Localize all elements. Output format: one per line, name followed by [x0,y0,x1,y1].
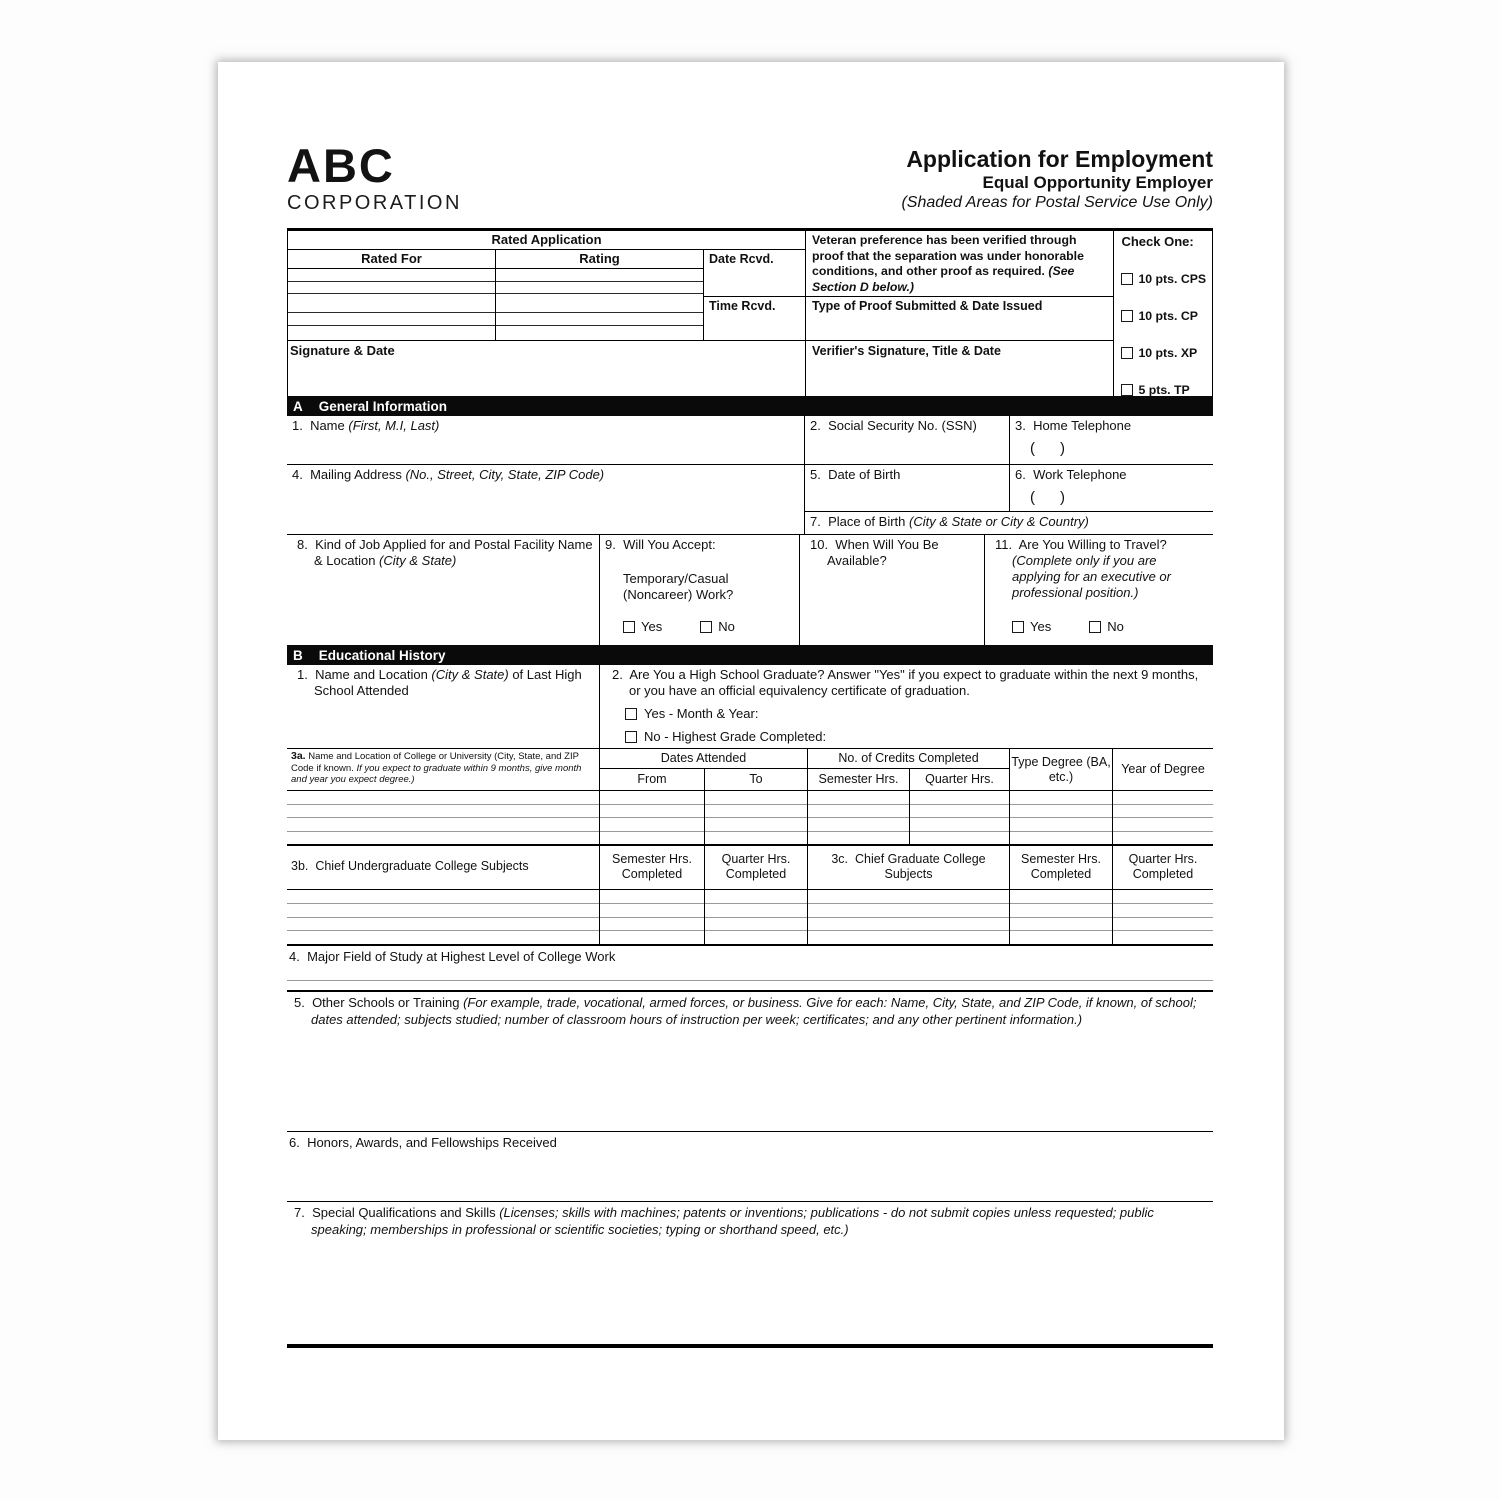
semester-hrs-header: Semester Hrs. [808,769,910,790]
to-column[interactable] [705,791,808,844]
high-school-label-2: of Last High School Attended [314,667,582,698]
received-column [704,250,805,340]
company-subname: CORPORATION [287,192,462,214]
checkbox-grad-no[interactable] [625,731,637,743]
credits-group [808,749,1010,790]
place-of-birth-field[interactable] [805,512,1213,534]
special-qualifications-hint: (Licenses; skills with machines; patents or inventions; publications - do not submit copies unless requested; public speaking; memberships in professional or scientific societies; typing or shorthand speed, etc.) [311,1205,1154,1237]
write-line[interactable] [287,980,1213,981]
name-field[interactable] [287,416,805,464]
hs-graduate-question: 2. Are You a High School Graduate? Answer "Yes" if you expect to graduate within the next 9 months, or you have an official equivalency certificate of graduation. [612,667,1199,698]
form-note: (Shaded Areas for Postal Service Use Only) [901,194,1213,211]
form-header [287,62,1213,228]
write-line[interactable] [496,294,703,313]
travel-no-option [1089,619,1124,635]
option-10pts-cp [1121,309,1212,323]
college-name-desc-note: If you expect to graduate within 9 months, give month and year you expect degree.) [291,762,582,785]
signature-date-cell[interactable]: Signature & Date [288,340,805,396]
section-a-row-1 [287,416,1213,465]
subjects-table-rows [287,890,1213,944]
special-qualifications-item[interactable] [287,1202,1213,1348]
high-school-field[interactable] [287,665,600,748]
section-a-row-2-right [805,465,1213,534]
hs-grad-no-option [625,729,1208,745]
section-a-letter: A [293,398,303,414]
rated-application-table [287,228,1213,396]
graduate-subjects-column[interactable] [808,890,1010,944]
write-line[interactable] [288,269,495,282]
option-10pts-xp [1121,346,1212,360]
undergrad-quarter-column[interactable] [705,890,808,944]
graduate-subjects-header: 3c. Chief Graduate College Subjects [808,846,1010,889]
checkbox-travel-yes[interactable] [1012,621,1024,633]
graduate-quarter-header: Quarter Hrs. Completed [1128,852,1198,881]
veteran-verified-cell [806,231,1113,297]
kind-of-job-label: 8. Kind of Job Applied for and Postal Facility Name & Location [297,537,593,568]
dates-subheaders [600,769,807,790]
travel-yes-no [992,619,1208,635]
company-logo [287,139,462,215]
veteran-verified-note: (See Section D below.) [812,264,1075,294]
write-line[interactable] [496,269,703,282]
dates-attended-group [600,749,808,790]
form-title: Application for Employment [906,146,1213,172]
temporary-casual-label: Temporary/Casual (Noncareer) Work? [623,571,734,602]
section-b-row-1 [287,665,1213,749]
college-subjects-table [287,846,1213,946]
hs-grad-yes-option [625,706,1208,722]
home-telephone-label: 3. Home Telephone [1015,418,1132,433]
hs-graduate-field [600,665,1213,748]
when-available-field[interactable] [800,535,985,645]
section-a-row-2 [287,465,1213,535]
willing-to-travel-field [985,535,1213,645]
form-title-block [901,144,1213,213]
rating-header: Rating [496,250,703,269]
credits-header: No. of Credits Completed [808,749,1009,769]
willing-to-travel-label: 11. Are You Willing to Travel? [995,537,1167,552]
from-column[interactable] [600,791,705,844]
college-name-header [287,749,600,790]
accept-yes-no [607,619,794,635]
type-of-proof-cell[interactable]: Type of Proof Submitted & Date Issued [806,297,1113,341]
rating-column [496,250,704,340]
section-b-bar [287,645,1213,665]
undergrad-subjects-column[interactable] [287,890,600,944]
quarter-hrs-header: Quarter Hrs. [925,772,994,786]
yes-label: Yes [1030,619,1052,634]
write-line[interactable] [496,313,703,326]
accept-no-option [700,619,735,635]
section-b-title: Educational History [318,647,446,663]
mailing-address-label: 4. Mailing Address [292,467,406,482]
subjects-table-header [287,846,1213,890]
kind-of-job-field[interactable] [287,535,600,645]
date-of-birth-field[interactable]: 5. Date of Birth [805,465,1010,511]
grad-no-label: No - Highest Grade Completed: [644,729,827,744]
checkbox-label: 10 pts. CPS [1138,272,1207,286]
year-degree-column[interactable] [1113,791,1213,844]
veteran-preference-section [805,231,1113,396]
graduate-semester-column[interactable] [1010,890,1113,944]
checkbox-travel-no[interactable] [1089,621,1101,633]
quarter-hrs-column[interactable] [910,791,1010,844]
write-line[interactable] [288,294,495,313]
honors-awards-item[interactable] [287,1132,1213,1202]
checkbox-accept-no[interactable] [700,621,712,633]
graduate-semester-header: Semester Hrs. Completed [1010,846,1113,889]
college-table-rows [287,791,1213,844]
date-received-cell[interactable]: Date Rcvd. [704,250,805,297]
mailing-address-hint: (No., Street, City, State, ZIP Code) [405,467,605,482]
option-5pts-tp [1121,383,1212,397]
section-a-bar [287,396,1213,416]
college-name-column[interactable] [287,791,600,844]
no-label: No [718,619,735,634]
willing-to-travel-hint: (Complete only if you are applying for an executive or professional position.) [1012,553,1171,600]
college-name-number: 3a. [291,750,306,762]
name-label: 1. Name [292,418,349,433]
section-a-row-3 [287,535,1213,645]
will-you-accept-field [600,535,800,645]
time-received-cell[interactable]: Time Rcvd. [709,299,776,313]
major-field-item[interactable] [287,946,1213,992]
major-field-label: 4. Major Field of Study at Highest Level of College Work [289,949,616,964]
to-header: To [749,772,763,786]
section-a-title: General Information [318,398,448,414]
write-line[interactable] [288,313,495,326]
place-of-birth-hint: (City & State or City & Country) [909,514,1089,529]
place-of-birth-label: 7. Place of Birth [810,514,909,529]
checkbox-10pts-cp[interactable] [1121,310,1133,322]
checkbox-10pts-xp[interactable] [1121,347,1133,359]
special-qualifications-label: 7. Special Qualifications and Skills [294,1205,500,1220]
form-subtitle: Equal Opportunity Employer [982,173,1213,192]
write-line[interactable] [496,282,703,294]
undergrad-quarter-header: Quarter Hrs. Completed [705,846,808,889]
type-degree-column[interactable] [1010,791,1113,844]
rated-for-column [288,250,496,340]
form-content [287,62,1213,1348]
credits-subheaders [808,769,1009,790]
other-schools-item[interactable] [287,992,1213,1132]
college-name-desc: Name and Location of College or University (City, State, and ZIP Code if known. [291,751,579,774]
undergrad-semester-header: Semester Hrs. Completed [600,846,705,889]
graduate-quarter-column[interactable] [1113,890,1213,944]
from-header: From [600,769,705,790]
honors-awards-label: 6. Honors, Awards, and Fellowships Received [289,1135,557,1150]
home-telephone-field[interactable] [1010,416,1213,464]
type-degree-header: Type Degree (BA, etc.) [1010,749,1113,790]
work-telephone-label: 6. Work Telephone [1015,467,1127,482]
work-telephone-field[interactable] [1010,465,1213,511]
dates-attended-header: Dates Attended [600,749,807,769]
area-code-parens: ( ) [1030,440,1065,457]
checkbox-label: 5 pts. TP [1138,383,1190,397]
kind-of-job-hint: (City & State) [379,553,457,568]
rated-application-title: Rated Application [288,231,805,250]
mailing-address-field[interactable] [287,465,805,534]
when-available-label: 10. When Will You Be Available? [810,537,939,568]
write-line[interactable] [288,282,495,294]
checkbox-5pts-tp[interactable] [1121,384,1133,396]
checkbox-label: 10 pts. CP [1138,309,1198,323]
high-school-hint: (City & State) [431,667,509,682]
will-you-accept-label: 9. Will You Accept: [605,537,716,552]
other-schools-hint: (For example, trade, vocational, armed forces, or business. Give for each: Name, City, State, and ZIP Code, if known, of school; dates attended; subjects studied; number of classroom hours of instruction per week; certificates; and any other pertinent information.) [311,995,1197,1027]
semester-hrs-column[interactable] [808,791,910,844]
section-b-letter: B [293,647,303,663]
undergrad-semester-column[interactable] [600,890,705,944]
year-degree-header: Year of Degree [1121,762,1205,776]
high-school-label: 1. Name and Location [297,667,432,682]
grad-yes-label: Yes - Month & Year: [644,706,759,721]
verifier-signature-cell[interactable]: Verifier's Signature, Title & Date [812,344,1001,358]
checkbox-accept-yes[interactable] [623,621,635,633]
travel-yes-option [1012,619,1051,635]
form-paper [218,62,1284,1440]
undergrad-subjects-header: 3b. Chief Undergraduate College Subjects [287,846,600,889]
ssn-field[interactable]: 2. Social Security No. (SSN) [805,416,1010,464]
yes-label: Yes [641,619,663,634]
name-hint: (First, M.I, Last) [348,418,440,433]
option-10pts-cps [1121,272,1212,286]
check-one-section [1113,231,1212,396]
rated-section [288,231,805,396]
rated-columns [288,250,805,340]
company-name: ABC [287,139,395,192]
dob-worktel-row [805,465,1213,512]
checkbox-10pts-cps[interactable] [1121,273,1133,285]
accept-yes-option [623,619,662,635]
checkbox-grad-yes[interactable] [625,708,637,720]
college-table-header [287,749,1213,791]
check-one-label: Check One: [1121,234,1194,249]
college-table [287,749,1213,846]
rated-for-header: Rated For [288,250,495,269]
veteran-verified-text: Veteran preference has been verified through proof that the separation was under honorable conditions, and other proof as required. [812,233,1084,278]
checkbox-label: 10 pts. XP [1138,346,1198,360]
other-schools-label: 5. Other Schools or Training [294,995,464,1010]
no-label: No [1107,619,1124,634]
area-code-parens: ( ) [1030,489,1065,506]
